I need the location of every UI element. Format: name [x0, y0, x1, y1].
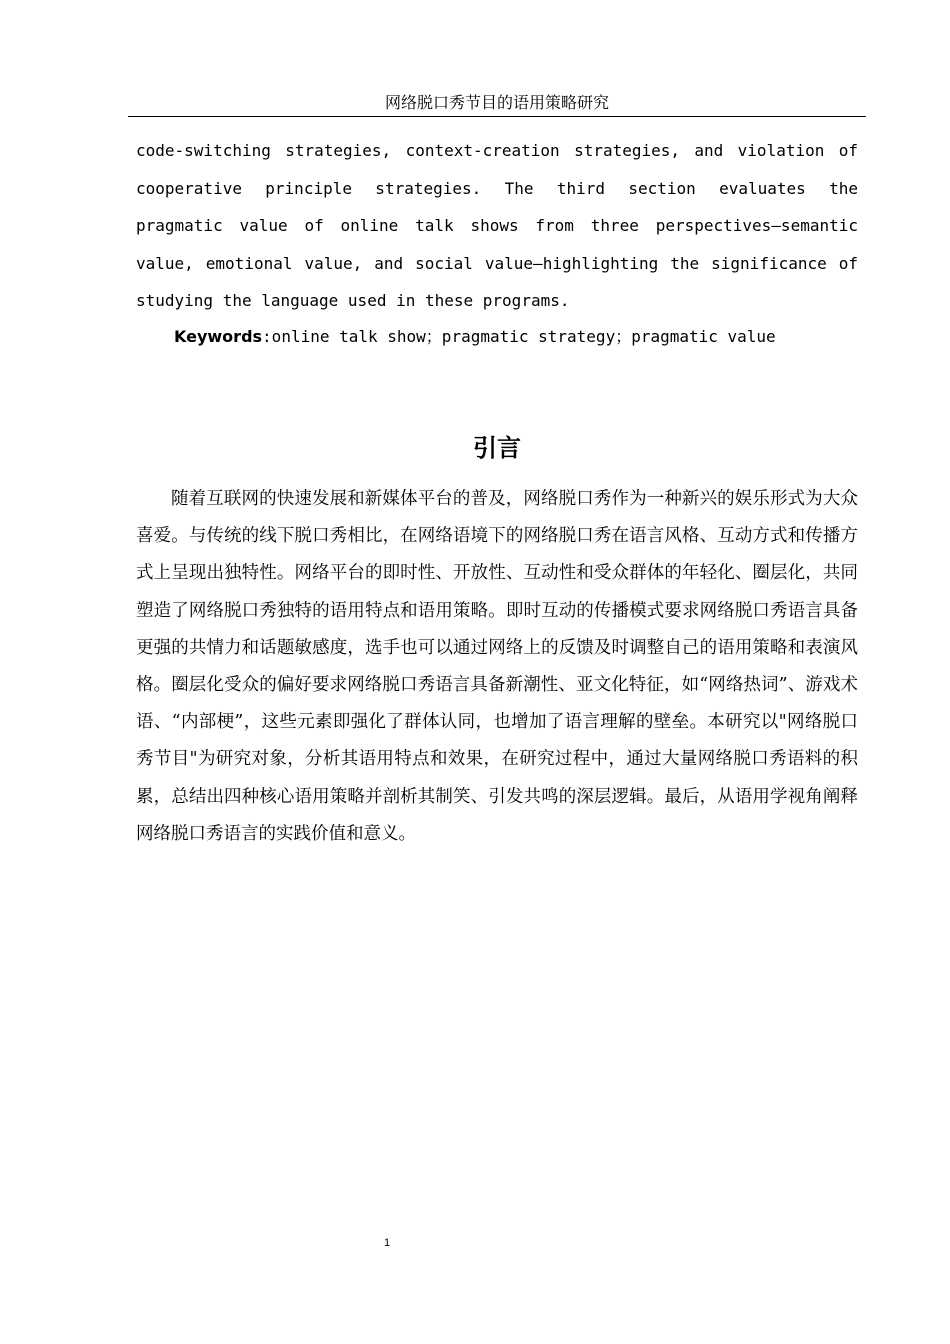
running-header-title: 网络脱口秀节目的语用策略研究 — [384, 93, 609, 112]
keywords-line — [174, 318, 864, 356]
page-number: 1 — [383, 1237, 391, 1249]
introduction-paragraph: 随着互联网的快速发展和新媒体平台的普及，网络脱口秀作为一种新兴的娱乐形式为大众喜爱。与传统的线下脱口秀相比，在网络语境下的网络脱口秀在语言风格、互动方式和传播方式上呈现出独特性。网络平台的即时性、开放性、互动性和受众群体的年轻化、圈层化，共同塑造了网络脱口秀独特的语用特点和语用策略。即时互动的传播模式要求网络脱口秀语言具备更强的共情力和话题敏感度，选手也可以通过网络上的反馈及时调整自己的语用策略和表演风格。圈层化受众的偏好要求网络脱口秀语言具备新潮性、亚文化特征，如“网络热词”、游戏术语、“内部梗”，这些元素即强化了群体认同，也增加了语言理解的壁垒。本研究以"网络脱口秀节目"为研究对象，分析其语用特点和效果，在研究过程中，通过大量网络脱口秀语料的积累，总结出四种核心语用策略并剖析其制笑、引发共鸣的深层逻辑。最后，从语用学视角阐释网络脱口秀语言的实践价值和意义。 — [136, 489, 858, 844]
keywords-list: :online talk show；pragmatic strategy；pragmatic value — [262, 327, 776, 346]
keywords-label: Keywords — [174, 327, 263, 346]
introduction-heading: 引言 — [473, 434, 521, 462]
english-abstract-text: code-switching strategies, context-creation strategies, and violation of cooperative principle strategies. The third section evaluates the pragmatic value of online talk shows from three perspectives—semantic value, emotional value, and social value—highlighting the significance of studying the language used in these programs. — [136, 141, 858, 310]
header-divider — [128, 116, 866, 117]
